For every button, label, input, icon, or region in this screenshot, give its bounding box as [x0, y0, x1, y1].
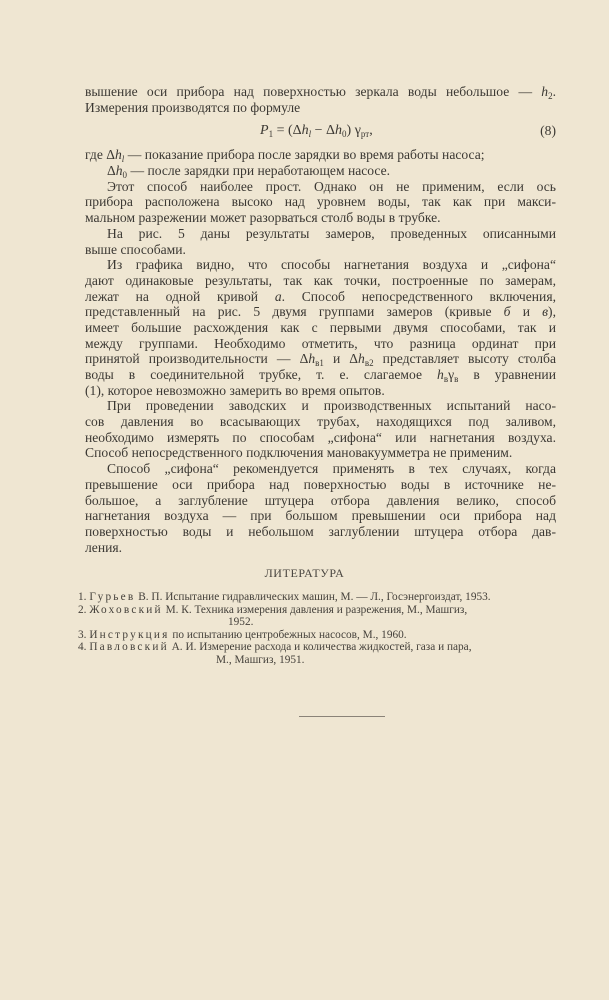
- subscript: l: [308, 129, 312, 140]
- text-segment: б: [503, 304, 511, 320]
- reference-author: Гурьев: [89, 591, 136, 603]
- reference-text: А. И. Измерение расхода и количества жидкостей, газа и пара,: [168, 641, 472, 654]
- text-line: [85, 100, 556, 116]
- paragraph: [85, 226, 556, 257]
- text-segment: превышение оси прибора над поверхностью воды в источнике не-: [85, 476, 556, 492]
- text-segment: h: [541, 84, 549, 99]
- subscript: 0: [122, 170, 128, 181]
- end-divider: [299, 716, 385, 717]
- text-segment: лежат на одной кривой: [85, 288, 275, 304]
- subscript: 1: [268, 129, 274, 140]
- subscript: в: [454, 374, 459, 384]
- text-line: [85, 524, 556, 540]
- text-segment: вышение оси прибора над поверхностью зеркала воды небольшое —: [85, 84, 542, 99]
- text-segment: а: [274, 288, 282, 304]
- text-line: [85, 445, 556, 461]
- text-line: [85, 540, 556, 556]
- text-segment: γ: [448, 367, 455, 382]
- text-line: [85, 336, 556, 352]
- text-segment: необходимо измерять по способам „сифона“ или нагнетания воздуха.: [85, 429, 556, 445]
- text-segment: сов давления во всасывающих трубах, находящихся под заливом,: [85, 414, 556, 430]
- reference-number: 3.: [78, 628, 87, 641]
- text-segment: ) γ: [346, 123, 361, 139]
- reference-text: М. К. Техника измерения давления и разрежения, М., Машгиз,: [162, 603, 468, 616]
- text-segment: — после зарядки при неработающем насосе.: [127, 163, 391, 179]
- text-line: [85, 194, 556, 210]
- text-segment: При проведении заводских и производственных испытаний насо-: [107, 398, 556, 414]
- subscript: 0: [342, 129, 347, 140]
- equation-number: (8): [540, 123, 556, 139]
- reference-author: Жоховский: [89, 603, 163, 616]
- formula: [85, 115, 556, 147]
- text-line: [85, 226, 556, 242]
- subscript: в1: [315, 358, 324, 369]
- subscript: рт: [360, 129, 370, 140]
- reference-author: Инструкция: [89, 628, 170, 641]
- text-line: [85, 430, 556, 446]
- text-segment: На рис. 5 даны результаты замеров, проведенных описанными: [107, 225, 556, 241]
- reference-list: [78, 591, 558, 667]
- reference-number: 2.: [78, 603, 87, 616]
- text-line: [85, 477, 556, 493]
- text-line: [85, 242, 556, 258]
- text-line: [85, 257, 556, 273]
- text-segment: ,: [369, 123, 373, 139]
- reference-number: 4.: [78, 641, 87, 654]
- text-segment: Измерения производятся по формуле: [85, 99, 301, 115]
- text-segment: Из графика видно, что способы нагнетания воздуха и „сифона“: [107, 257, 556, 273]
- text-line: [85, 398, 556, 414]
- text-segment: h: [358, 351, 365, 367]
- text-segment: Δ: [107, 163, 116, 179]
- text-segment: в уравнении: [458, 367, 556, 382]
- article-body: [85, 84, 556, 555]
- text-segment: Способ непосредственного подключения мановакуумметра не применим.: [85, 445, 513, 461]
- text-segment: .: [552, 84, 556, 99]
- text-line: [85, 179, 556, 195]
- text-line: [85, 320, 556, 336]
- text-segment: имеет большие расхождения как с первыми двумя способами, так и: [85, 319, 556, 335]
- text-segment: h: [301, 123, 309, 139]
- reference-author: Павловский: [89, 641, 169, 654]
- paragraph: [85, 179, 556, 226]
- text-line: [85, 493, 556, 509]
- formula-expression: [260, 115, 373, 147]
- text-segment: большое, а заглубление штуцера отбора давления велико, способ: [85, 492, 556, 508]
- reference-text: В. П. Испытание гидравлических машин, М. — Л., Госэнергоиздат, 1953.: [135, 591, 491, 603]
- text-line: [85, 508, 556, 524]
- text-segment: воды в соединительной трубке, т. е. слагаемое: [85, 367, 438, 382]
- text-line: [85, 304, 556, 320]
- text-segment: выше способами.: [85, 241, 186, 257]
- reference-item: [78, 641, 558, 666]
- reference-continuation: 1952.: [228, 616, 254, 629]
- text-segment: h: [437, 367, 444, 382]
- text-line: [85, 383, 556, 399]
- text-segment: прибора расположена высоко над уровнем воды, так как при макси-: [85, 194, 556, 210]
- text-segment: ления.: [85, 539, 123, 555]
- text-line: [85, 461, 556, 477]
- text-segment: и Δ: [323, 351, 359, 367]
- paragraph: [85, 163, 556, 179]
- text-line: [85, 210, 556, 226]
- text-segment: дают одинаковые результаты, так как точки, построенные по замерам,: [85, 272, 556, 288]
- subscript: 2: [548, 91, 553, 101]
- text-segment: h: [335, 123, 343, 139]
- text-segment: нагнетания воздуха — при большом превышении оси прибора над: [85, 508, 556, 524]
- text-segment: принятой производительности — Δ: [85, 351, 309, 367]
- text-segment: Этот способ наиболее прост. Однако он не применим, если ось: [107, 178, 556, 194]
- reference-number: 1.: [78, 591, 87, 603]
- text-line: [85, 273, 556, 289]
- reference-item: [78, 629, 558, 642]
- text-segment: = (Δ: [273, 123, 302, 139]
- text-line: [85, 414, 556, 430]
- text-line: [85, 163, 556, 179]
- reference-item: [78, 604, 558, 629]
- text-segment: (1), которое невозможно замерить во время опытов.: [85, 382, 385, 398]
- reference-text: по испытанию центробежных насосов, М., 1960.: [169, 628, 407, 641]
- text-segment: между группами. Необходимо отметить, что разница ординат при: [85, 335, 556, 351]
- paragraph: [85, 398, 556, 461]
- text-segment: и: [510, 304, 543, 320]
- reference-item: [78, 591, 558, 604]
- text-segment: . Способ непосредственного включения,: [281, 288, 556, 304]
- text-segment: P: [260, 123, 269, 139]
- text-segment: поверхностью воды и небольшом заглублении штуцера отбора дав-: [85, 523, 556, 539]
- text-segment: в: [542, 304, 549, 320]
- text-segment: h: [115, 163, 123, 179]
- text-line: [85, 367, 556, 383]
- text-segment: − Δ: [311, 123, 336, 139]
- text-segment: Способ „сифона“ рекомендуется применять в тех случаях, когда: [107, 461, 556, 477]
- subscript: в: [443, 374, 449, 384]
- paragraph: [85, 147, 556, 163]
- text-line: [85, 351, 556, 367]
- text-segment: представляет высоту столба: [373, 351, 556, 367]
- text-segment: h: [308, 351, 316, 367]
- subscript: l: [121, 154, 125, 165]
- text-segment: мальном разрежении может разорваться столб воды в трубке.: [85, 210, 441, 226]
- subscript: в2: [364, 358, 374, 369]
- paragraph: [85, 461, 556, 555]
- text-line: [85, 147, 556, 163]
- text-segment: представленный на рис. 5 двумя группами замеров (кривые: [85, 304, 504, 320]
- paragraph: [85, 84, 556, 115]
- paragraph: [85, 257, 556, 398]
- text-segment: где Δ: [85, 147, 115, 163]
- text-line: [85, 84, 556, 100]
- literature-heading: ЛИТЕРАТУРА: [264, 566, 345, 580]
- text-line: [85, 289, 556, 305]
- text-segment: h: [115, 147, 122, 163]
- reference-continuation: М., Машгиз, 1951.: [216, 653, 305, 666]
- text-segment: — показание прибора после зарядки во время работы насоса;: [124, 147, 485, 163]
- text-segment: ),: [548, 304, 556, 320]
